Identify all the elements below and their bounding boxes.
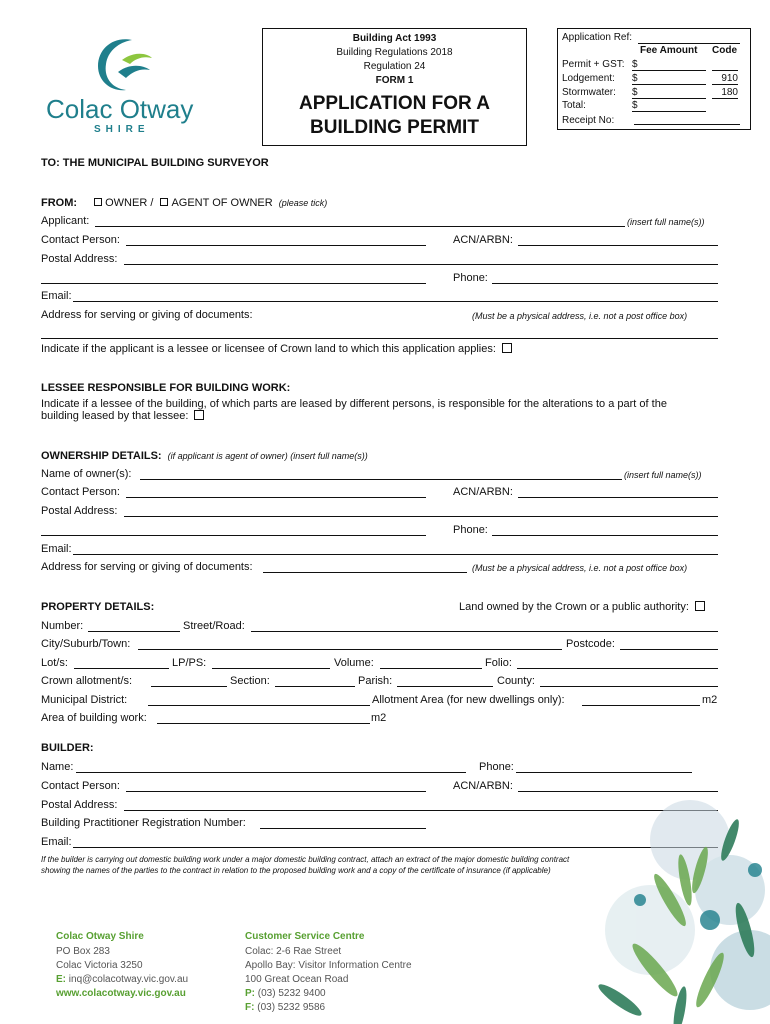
street-label: Street/Road: — [183, 620, 245, 632]
builder-phone-field[interactable] — [516, 772, 692, 773]
receipt-field[interactable] — [634, 124, 740, 125]
volume-label: Volume: — [334, 657, 374, 669]
footer-fax: (03) 5232 9586 — [257, 1002, 326, 1013]
page-title-2: BUILDING PERMIT — [310, 117, 479, 138]
lessee-checkbox[interactable] — [194, 410, 204, 420]
crown-row — [41, 343, 512, 355]
lessee-text-2: building leased by that lessee: — [41, 410, 189, 422]
crown-allot-field[interactable] — [151, 686, 227, 687]
app-ref-field[interactable] — [638, 43, 740, 44]
builder-email-label: Email: — [41, 836, 72, 848]
owner-acn-label: ACN/ARBN: — [453, 486, 513, 498]
owners-hint: (insert full name(s)) — [624, 470, 702, 480]
builder-name-field[interactable] — [76, 772, 466, 773]
code-header: Code — [712, 45, 737, 56]
county-field[interactable] — [540, 686, 718, 687]
owners-label: Name of owner(s): — [41, 468, 132, 480]
folio-label: Folio: — [485, 657, 512, 669]
county-label: County: — [497, 675, 535, 687]
email-label: Email: — [41, 290, 72, 302]
property-crown-checkbox[interactable] — [695, 601, 705, 611]
owner-serving-label: Address for serving or giving of documents: — [41, 561, 253, 573]
crown-allot-label: Crown allotment/s: — [41, 675, 133, 687]
area-field[interactable] — [157, 723, 370, 724]
parish-label: Parish: — [358, 675, 393, 687]
city-label: City/Suburb/Town: — [41, 638, 131, 650]
city-field[interactable] — [138, 649, 562, 650]
area-label: Area of building work: — [41, 712, 147, 724]
postcode-field[interactable] — [620, 649, 718, 650]
district-field[interactable] — [148, 705, 370, 706]
owner-serving-field[interactable] — [263, 572, 467, 573]
lessee-text-1: Indicate if a lessee of the building, of which parts are leased by different persons, is responsible for the alterations to a part of the — [41, 398, 667, 410]
owners-field[interactable] — [140, 479, 622, 480]
fee-code: 910 — [721, 73, 738, 84]
fee-amount-field[interactable] — [632, 111, 706, 112]
fee-code: 180 — [721, 87, 738, 98]
footer-fax-row — [245, 1002, 325, 1013]
footer-email-label: E: — [56, 974, 66, 985]
ownership-hint: (if applicant is agent of owner) (insert full name(s)) — [167, 451, 368, 461]
agent-checkbox[interactable] — [160, 198, 168, 206]
fee-code-field[interactable] — [712, 84, 738, 85]
applicant-field[interactable] — [95, 226, 625, 227]
footer-org-title: Colac Otway Shire — [56, 931, 144, 942]
footer-web-link[interactable]: www.colacotway.vic.gov.au — [56, 988, 186, 999]
email-field[interactable] — [73, 301, 718, 302]
phone-field[interactable] — [492, 283, 718, 284]
postal-field-2[interactable] — [41, 283, 426, 284]
logo-mark — [92, 34, 154, 96]
from-row — [41, 197, 327, 209]
allot-area-label: Allotment Area (for new dwellings only): — [372, 694, 565, 706]
builder-reg-field[interactable] — [260, 828, 426, 829]
owner-label: OWNER / — [105, 197, 154, 209]
foliage-illustration — [560, 780, 770, 1024]
owner-postal-label: Postal Address: — [41, 505, 118, 517]
page-title: APPLICATION FOR A — [298, 93, 491, 114]
parish-field[interactable] — [397, 686, 493, 687]
postal-label: Postal Address: — [41, 253, 118, 265]
phone-label: Phone: — [453, 272, 488, 284]
fee-label: Permit + GST: — [562, 59, 625, 70]
builder-contact-label: Contact Person: — [41, 780, 120, 792]
fee-amount-header: Fee Amount — [640, 45, 698, 56]
act-label: Building Act 1993 — [352, 33, 437, 44]
footer-fax-label: F: — [245, 1002, 255, 1013]
to-heading: TO: THE MUNICIPAL BUILDING SURVEYOR — [41, 157, 269, 169]
volume-field[interactable] — [380, 668, 482, 669]
owner-postal-field[interactable] — [124, 516, 718, 517]
ownership-heading-row — [41, 450, 368, 462]
logo — [40, 30, 210, 140]
fee-dollar: $ — [632, 59, 638, 70]
district-label: Municipal District: — [41, 694, 128, 706]
number-field[interactable] — [88, 631, 180, 632]
owner-acn-field[interactable] — [518, 497, 718, 498]
from-label: FROM: — [41, 197, 78, 209]
fee-dollar: $ — [632, 100, 638, 111]
builder-reg-label: Building Practitioner Registration Number: — [41, 817, 246, 829]
builder-phone-label: Phone: — [479, 761, 514, 773]
owner-contact-label: Contact Person: — [41, 486, 120, 498]
owner-postal-field-2[interactable] — [41, 535, 426, 536]
builder-contact-field[interactable] — [126, 791, 426, 792]
form-label: FORM 1 — [375, 75, 414, 86]
allot-area-unit: m2 — [702, 694, 718, 706]
owner-physical-hint: (Must be a physical address, i.e. not a post office box) — [472, 563, 688, 573]
footer-csc-apollo: Apollo Bay: Visitor Information Centre — [245, 960, 412, 971]
builder-name-label: Name: — [41, 761, 74, 773]
physical-hint: (Must be a physical address, i.e. not a post office box) — [472, 311, 688, 321]
fee-amount-field[interactable] — [632, 70, 706, 71]
contact-field[interactable] — [126, 245, 426, 246]
builder-postal-label: Postal Address: — [41, 799, 118, 811]
crown-checkbox[interactable] — [502, 343, 512, 353]
lots-field[interactable] — [74, 668, 169, 669]
crown-label: Indicate if the applicant is a lessee or licensee of Crown land to which this application applies: — [41, 343, 496, 355]
builder-note-2: showing the names of the parties to the contract in relation to the proposed building work and a copy of the certificate of insurance (if applicable) — [41, 866, 551, 875]
lessee-row-2 — [41, 410, 204, 422]
footer-phone-row — [245, 988, 326, 999]
owner-email-label: Email: — [41, 543, 72, 555]
serving-label: Address for serving or giving of documents: — [41, 309, 253, 321]
area-unit: m2 — [371, 712, 387, 724]
lessee-heading: LESSEE RESPONSIBLE FOR BUILDING WORK: — [41, 382, 291, 394]
section-field[interactable] — [275, 686, 355, 687]
footer-csc-colac: Colac: 2-6 Rae Street — [245, 946, 342, 957]
builder-note-1: If the builder is carrying out domestic building work under a major domestic building contract, attach an extract of the major domestic building contract — [41, 855, 570, 864]
builder-heading: BUILDER: — [41, 742, 94, 754]
property-crown-row — [459, 601, 705, 613]
section-label: Section: — [230, 675, 270, 687]
footer-email-link[interactable]: inq@colacotway.vic.gov.au — [68, 974, 189, 985]
footer-po-box: PO Box 283 — [56, 946, 110, 957]
fee-amount-field[interactable] — [632, 84, 706, 85]
lots-label: Lot/s: — [41, 657, 68, 669]
owner-contact-field[interactable] — [126, 497, 426, 498]
owner-email-field[interactable] — [73, 554, 718, 555]
property-crown-label: Land owned by the Crown or a public authority: — [459, 601, 689, 613]
serving-field[interactable] — [41, 338, 718, 339]
footer-phone: (03) 5232 9400 — [257, 988, 326, 999]
owner-checkbox[interactable] — [94, 198, 102, 206]
applicant-label: Applicant: — [41, 215, 90, 227]
lpps-field[interactable] — [212, 668, 330, 669]
property-heading: PROPERTY DETAILS: — [41, 601, 155, 613]
builder-acn-label: ACN/ARBN: — [453, 780, 513, 792]
tick-hint: (please tick) — [278, 198, 328, 208]
folio-field[interactable] — [517, 668, 718, 669]
footer-phone-label: P: — [245, 988, 255, 999]
ownership-heading: OWNERSHIP DETAILS: — [41, 450, 162, 462]
applicant-hint: (insert full name(s)) — [627, 217, 705, 227]
fee-code-field[interactable] — [712, 70, 738, 71]
reg-label: Regulation 24 — [363, 61, 426, 72]
owner-phone-label: Phone: — [453, 524, 488, 536]
fee-dollar: $ — [632, 73, 638, 84]
agent-label: AGENT OF OWNER — [171, 197, 273, 209]
postcode-label: Postcode: — [566, 638, 615, 650]
contact-label: Contact Person: — [41, 234, 120, 246]
logo-sub: SHIRE — [94, 124, 150, 135]
logo-name: Colac Otway — [46, 94, 194, 124]
fee-dollar: $ — [632, 87, 638, 98]
fee-label: Stormwater: — [562, 87, 616, 98]
allot-area-field[interactable] — [582, 705, 700, 706]
footer-csc-title: Customer Service Centre — [245, 931, 365, 942]
owner-phone-field[interactable] — [492, 535, 718, 536]
footer-email-row — [56, 974, 188, 985]
fee-code-field[interactable] — [712, 98, 738, 99]
footer-csc-road: 100 Great Ocean Road — [245, 974, 349, 985]
street-field[interactable] — [251, 631, 718, 632]
number-label: Number: — [41, 620, 84, 632]
acn-label: ACN/ARBN: — [453, 234, 513, 246]
fee-label: Lodgement: — [562, 73, 615, 84]
fee-amount-field[interactable] — [632, 98, 706, 99]
acn-field[interactable] — [518, 245, 718, 246]
regs-label: Building Regulations 2018 — [336, 47, 453, 58]
app-ref-label: Application Ref: — [562, 32, 633, 43]
postal-field[interactable] — [124, 264, 718, 265]
lpps-label: LP/PS: — [172, 657, 207, 669]
receipt-label: Receipt No: — [562, 115, 615, 126]
fee-label: Total: — [562, 100, 586, 111]
footer-city: Colac Victoria 3250 — [56, 960, 143, 971]
